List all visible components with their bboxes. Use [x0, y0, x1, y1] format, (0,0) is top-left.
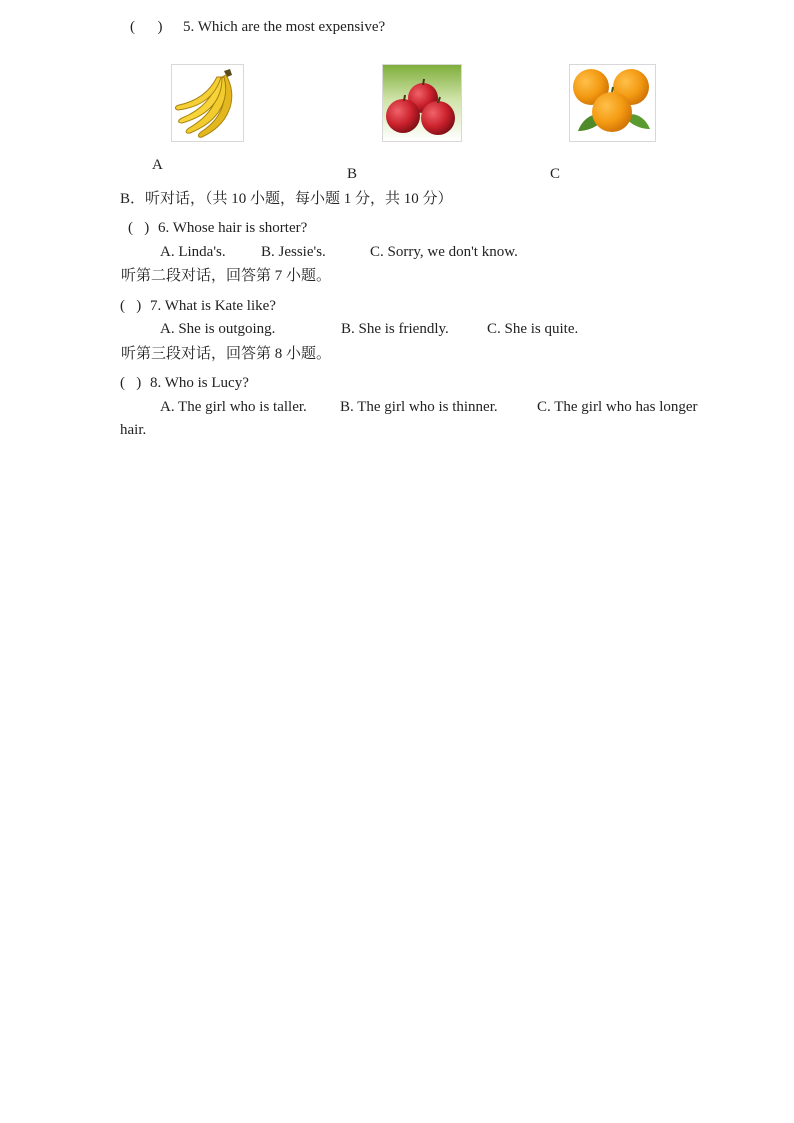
q8-option-b[interactable]: B. The girl who is thinner.	[340, 399, 498, 415]
q6-option-c[interactable]: C. Sorry, we don't know.	[370, 244, 518, 260]
q6-option-b[interactable]: B. Jessie's.	[261, 244, 326, 260]
answer-blank[interactable]: ( )	[130, 19, 163, 35]
question-6-text: 6. Whose hair is shorter?	[158, 220, 308, 236]
answer-blank[interactable]: ( )	[128, 220, 150, 236]
option-c-label: C	[550, 166, 561, 182]
q7-option-a[interactable]: A. She is outgoing.	[160, 321, 276, 337]
instruction-dialogue-2: 听第二段对话，回答第 7 小题。	[121, 268, 332, 284]
q8-option-c[interactable]: C. The girl who has longer	[537, 399, 698, 415]
q7-option-c[interactable]: C. She is quite.	[487, 321, 579, 337]
q6-option-a[interactable]: A. Linda's.	[160, 244, 226, 260]
question-5-text: 5. Which are the most expensive?	[183, 19, 386, 35]
section-b-heading: B．听对话，（共 10 小题，每小题 1 分，共 10 分）	[120, 191, 453, 207]
apple-icon	[382, 64, 462, 142]
option-a-label: A	[152, 157, 163, 173]
banana-icon	[171, 64, 244, 142]
q8-option-c-continuation: hair.	[120, 422, 147, 438]
instruction-dialogue-3: 听第三段对话，回答第 8 小题。	[121, 346, 332, 362]
q8-option-a[interactable]: A. The girl who is taller.	[160, 399, 307, 415]
q7-option-b[interactable]: B. She is friendly.	[341, 321, 449, 337]
question-7-text: 7. What is Kate like?	[150, 298, 276, 314]
orange-icon	[569, 64, 656, 142]
answer-blank[interactable]: ( )	[120, 298, 142, 314]
question-8-text: 8. Who is Lucy?	[150, 375, 249, 391]
answer-blank[interactable]: ( )	[120, 375, 142, 391]
option-b-label: B	[347, 166, 358, 182]
